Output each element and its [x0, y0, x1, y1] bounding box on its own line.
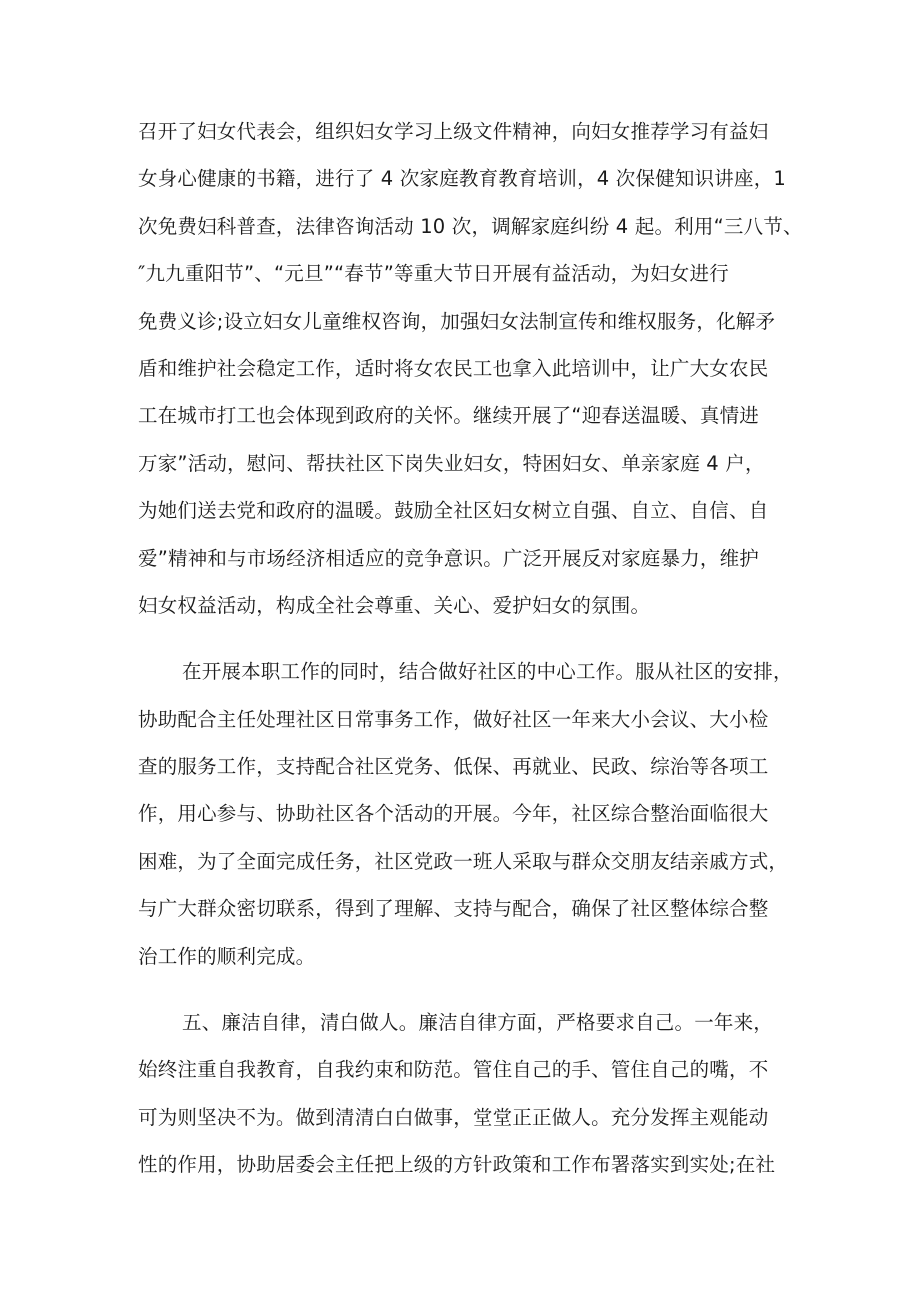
text-line: 爱”精神和与市场经济相适应的竞争意识。广泛开展反对家庭暴力，维护: [138, 546, 760, 570]
text-line: 与广大群众密切联系，得到了理解、支持与配合，确保了社区整体综合整: [138, 897, 769, 921]
text-line: 在开展本职工作的同时，结合做好社区的中心工作。服从社区的安排，: [182, 660, 793, 684]
text-line: 五、廉洁自律，清白做人。廉洁自律方面，严格要求自己。一年来，: [182, 1011, 774, 1035]
text-line: 查的服务工作，支持配合社区党务、低保、再就业、民政、综治等各项工: [138, 755, 769, 779]
text-line: 妇女权益活动，构成全社会尊重、关心、爱护妇女的氛围。: [138, 593, 651, 617]
paragraph-integrity: [138, 999, 798, 1189]
text-line: 万家”活动，慰问、帮扶社区下岗失业妇女，特困妇女、单亲家庭 4 户，: [138, 451, 765, 475]
text-line: 性的作用，协助居委会主任把上级的方针政策和工作布署落实到实处;在社: [138, 1153, 776, 1177]
text-line: 女身心健康的书籍，进行了 4 次家庭教育教育培训，4 次保健知识讲座，1: [138, 167, 787, 191]
text-line: 盾和维护社会稳定工作，适时将女农民工也拿入此培训中，让广大女农民: [138, 356, 769, 380]
paragraph-women-work: [138, 108, 803, 629]
text-line: 始终注重自我教育，自我约束和防范。管住自己的手、管住自己的嘴，不: [138, 1058, 769, 1082]
document-body: [138, 108, 803, 1189]
text-line: 作，用心参与、协助社区各个活动的开展。今年，社区综合整治面临很大: [138, 802, 769, 826]
text-line: 次免费妇科普查，法律咨询活动 10 次，调解家庭纠纷 4 起。利用“三八节、: [138, 214, 803, 238]
text-line: 为她们送去党和政府的温暖。鼓励全社区妇女树立自强、自立、自信、自: [138, 499, 769, 523]
text-line: 工在城市打工也会体现到政府的关怀。继续开展了“迎春送温暖、真情进: [138, 404, 760, 428]
text-line: 可为则坚决不为。做到清清白白做事，堂堂正正做人。充分发挥主观能动: [138, 1105, 769, 1129]
text-line: 召开了妇女代表会，组织妇女学习上级文件精神，向妇女推荐学习有益妇: [138, 120, 769, 143]
text-line: 治工作的顺利完成。: [138, 944, 316, 968]
paragraph-gap: [138, 980, 798, 999]
text-line: 免费义诊;设立妇女儿童维权咨询，加强妇女法制宣传和维权服务，化解矛: [138, 309, 776, 333]
paragraph-community-work: [138, 648, 798, 980]
text-line: 困难，为了全面完成任务，社区党政一班人采取与群众交朋友结亲戚方式，: [138, 849, 789, 873]
text-line: 协助配合主任处理社区日常事务工作，做好社区一年来大小会议、大小检: [138, 707, 769, 731]
paragraph-gap: [138, 629, 798, 648]
text-line: ″九九重阳节”、“元旦”“春节”等重大节日开展有益活动，为妇女进行: [138, 262, 729, 286]
